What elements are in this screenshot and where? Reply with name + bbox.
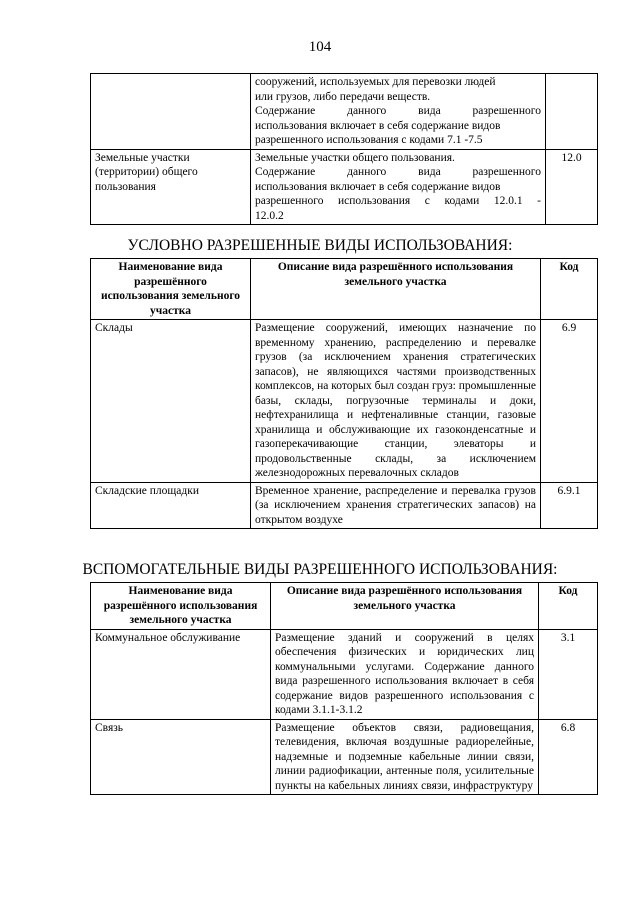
column-header-description: Описание вида разрешённого использования земельного участка [251,259,541,320]
column-header-name: Наименование вида разрешённого использования земельного участка [91,259,251,320]
table-row [91,482,598,529]
land-use-description [251,149,546,225]
description-line: Содержание данного вида разрешенного [255,166,541,178]
table-row [91,320,598,483]
table-row [91,629,598,719]
land-use-code: 12.0 [546,149,598,225]
description-line: использования включает в себя содержание видов [255,180,501,193]
land-use-name: Коммунальное обслуживание [91,629,271,719]
column-header-code: Код [541,259,598,320]
land-use-name: Склады [91,320,251,483]
continued-land-use-table [90,73,598,225]
table-row [91,74,598,150]
land-use-description: Размещение сооружений, имеющих назначение по временному хранению, распределению и перевалке грузов (за исключением хранения стратегических запасов), не являющихся частями производственных комплексов, на которых был создан груз: промышленные базы, склады, погрузочные терминалы и доки, нефтехранилища и нефтеналивные станции, газовые хранилища и обслуживающие их газоконденсатные и газоперекачивающие станции, элеваторы и продовольственные склады, за исключением железнодорожных перевалочных складов [251,320,541,483]
auxiliary-uses-table [90,582,598,795]
table-row [91,149,598,225]
land-use-name: Складские площадки [91,482,251,529]
auxiliary-uses-heading: ВСПОМОГАТЕЛЬНЫЕ ВИДЫ РАЗРЕШЕННОГО ИСПОЛЬЗОВАНИЯ: [82,561,558,578]
description-line: Содержание данного вида разрешенного [255,105,541,117]
land-use-code: 3.1 [539,629,598,719]
land-use-code: 6.9.1 [541,482,598,529]
land-use-code [546,74,598,150]
land-use-description [251,74,546,150]
conditional-uses-heading: УСЛОВНО РАЗРЕШЕННЫЕ ВИДЫ ИСПОЛЬЗОВАНИЯ: [127,237,513,254]
description-line: разрешенного использования с кодами 12.0.1 - [255,195,541,207]
column-header-description: Описание вида разрешённого использования земельного участка [271,583,539,630]
column-header-name: Наименование вида разрешённого использования земельного участка [91,583,271,630]
land-use-name: Земельные участки (территории) общего пользования [91,149,251,225]
conditional-uses-table [90,258,598,529]
table-header-row [91,259,598,320]
column-header-code: Код [539,583,598,630]
description-line: 12.0.2 [255,209,284,222]
description-line: разрешенного использования с кодами 7.1 -7.5 [255,134,483,146]
page-number: 104 [308,39,332,55]
description-line: использования включает в себя содержание видов [255,119,501,132]
table-header-row [91,583,598,630]
description-line: сооружений, используемых для перевозки людей [255,76,496,88]
land-use-code: 6.9 [541,320,598,483]
description-line: или грузов, либо передачи веществ. [255,90,431,103]
land-use-description: Размещение объектов связи, радиовещания, телевидения, включая воздушные радиорелейные, надземные и подземные кабельные линии связи, линии радиофикации, антенные поля, усилительные пункты на кабельных линиях связи, инфраструктуру [271,719,539,795]
description-line: Земельные участки общего пользования. [255,151,455,164]
land-use-description: Размещение зданий и сооружений в целях обеспечения физических и юридических лиц коммунальными услугами. Содержание данного вида разрешенного использования включает в себя содержание видов разрешенного использования с кодами 3.1.1-3.1.2 [271,629,539,719]
land-use-description: Временное хранение, распределение и перевалка грузов (за исключением хранения стратегических запасов) на открытом воздухе [251,482,541,529]
table-row [91,719,598,795]
land-use-name [91,74,251,150]
land-use-name: Связь [91,719,271,795]
land-use-code: 6.8 [539,719,598,795]
